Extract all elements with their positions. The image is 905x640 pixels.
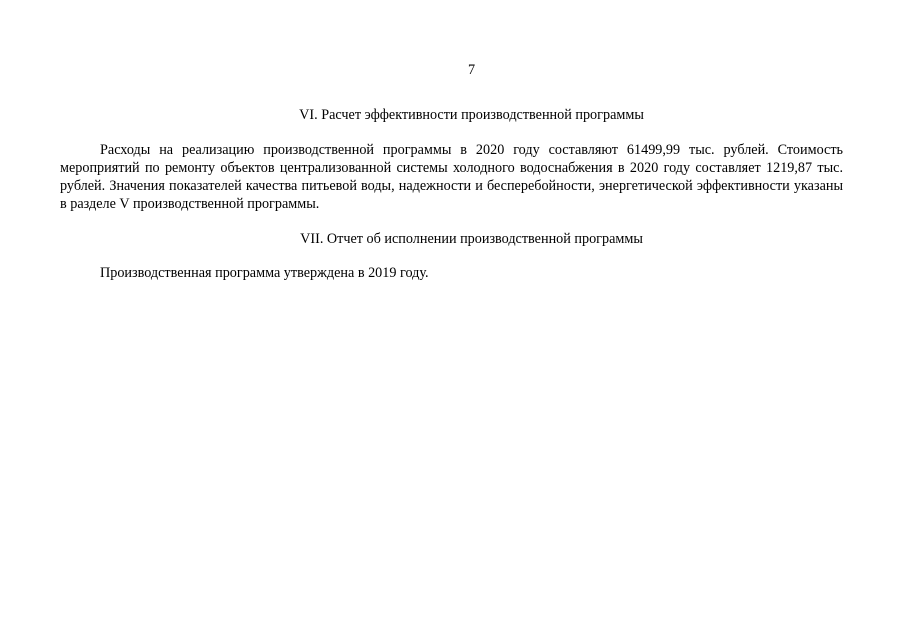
section-heading-vii: VII. Отчет об исполнении производственной программы — [300, 231, 643, 247]
section-paragraph-vii: Производственная программа утверждена в 2019 году. — [100, 265, 429, 281]
section-heading-vi: VI. Расчет эффективности производственной программы — [299, 107, 644, 123]
section-paragraph-vi: Расходы на реализацию производственной программы в 2020 году составляют 61499,99 тыс. рублей. Стоимость мероприятий по ремонту объектов централизованной системы холодного водоснабжения в 2020 году составляет 1219,87 тыс. рублей. Значения показателей качества питьевой воды, надежности и бесперебойности, энергетической эффективности указаны в разделе V производственной программы. — [60, 142, 843, 212]
page-number: 7 — [467, 62, 476, 78]
